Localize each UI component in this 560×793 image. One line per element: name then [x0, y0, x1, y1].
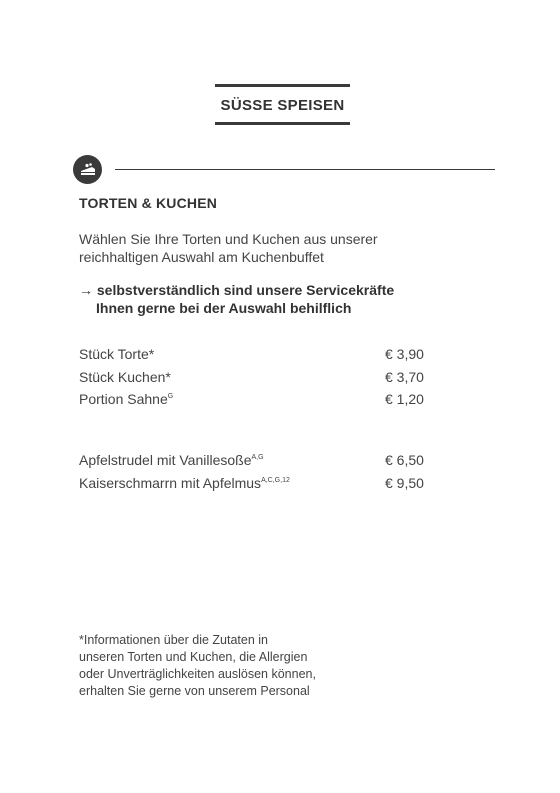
menu-group-cakes: [79, 343, 439, 411]
menu-item-name: Apfelstrudel mit Vanillesoße$^{A,G}$: [79, 452, 264, 468]
menu-item-price: € 1,20: [385, 391, 424, 407]
menu-item-name: Kaiserschmarrn mit Apfelmus$^{A,C,G,12}$: [79, 474, 290, 491]
menu-item-name: Stück Kuchen*: [79, 368, 171, 385]
allergen-codes: A,C,G,12: [261, 476, 290, 484]
menu-group-desserts: [79, 449, 439, 494]
menu-item: [79, 366, 439, 389]
menu-item: [79, 449, 439, 472]
intro-line: reichhaltigen Auswahl am Kuchenbuffet: [79, 249, 324, 265]
menu-item: [79, 388, 439, 411]
intro-line: Wählen Sie Ihre Torten und Kuchen aus unserer: [79, 231, 378, 247]
footnote-line: oder Unverträglichkeiten auslösen können,: [79, 667, 316, 681]
cake-icon: [73, 155, 102, 184]
section-heading: TORTEN & KUCHEN: [79, 195, 218, 211]
menu-item: [79, 343, 439, 366]
note-line: Ihnen gerne bei der Auswahl behilflich: [96, 300, 352, 316]
menu-item-price: € 9,50: [385, 474, 424, 491]
service-note: [79, 281, 499, 317]
menu-item: [79, 472, 439, 495]
menu-item-price: € 3,90: [385, 346, 424, 362]
header-bottom-rule: [215, 122, 350, 125]
menu-item-name: Portion Sahne$^G$: [79, 391, 174, 407]
allergen-codes: A,G: [251, 454, 264, 461]
section-divider: [115, 169, 495, 170]
allergen-footnote: [79, 632, 379, 700]
footnote-line: *Informationen über die Zutaten in: [79, 633, 269, 647]
page-title: SÜSSE SPEISEN: [220, 97, 345, 114]
section-intro: [79, 230, 479, 266]
menu-item-price: € 6,50: [385, 452, 424, 468]
page-header: [215, 84, 350, 125]
menu-item-name: Stück Torte*: [79, 346, 155, 362]
arrow-right-icon: →: [79, 282, 93, 298]
footnote-line: erhalten Sie gerne von unserem Personal: [79, 684, 310, 698]
allergen-codes: G: [167, 393, 174, 400]
footnote-line: unseren Torten und Kuchen, die Allergien: [79, 650, 308, 664]
menu-item-price: € 3,70: [385, 368, 424, 385]
note-line: selbstverständlich sind unsere Servicekräfte: [96, 282, 395, 298]
